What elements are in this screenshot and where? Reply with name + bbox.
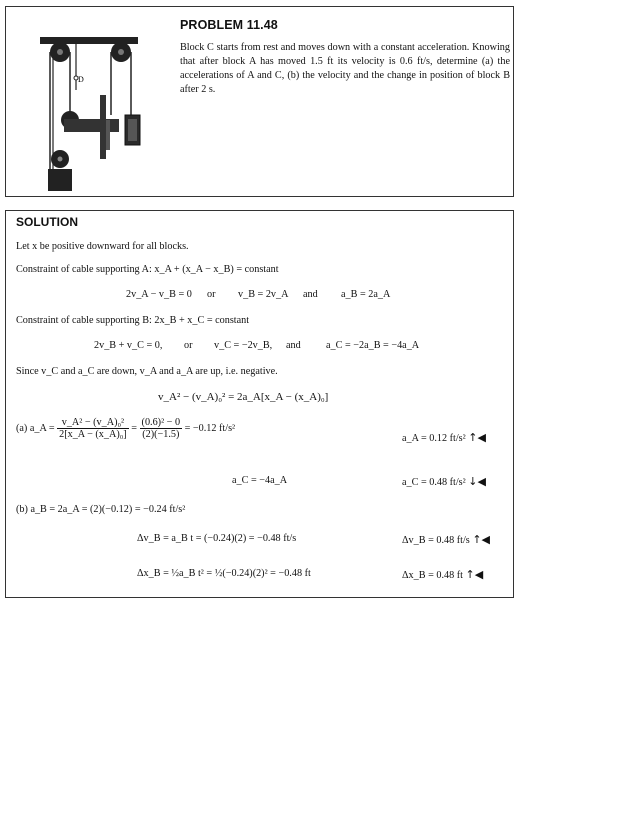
part-a-result: = −0.12 ft/s²: [184, 422, 236, 434]
answer-dxB: [402, 568, 483, 581]
part-a-fraction-1: [57, 417, 129, 440]
part-a-label: (a): [16, 422, 28, 434]
part-a-fraction-2: [140, 417, 183, 440]
answer-aA: [402, 431, 486, 444]
eq-row1-or: or: [207, 289, 216, 300]
dxB-equation: Δx_B = ½a_B t² = ½(−0.24)(2)² = −0.48 ft: [137, 568, 311, 579]
frac2-denominator: (2)(−1.5): [142, 429, 180, 440]
aC-equation: a_C = −4a_A: [232, 475, 288, 486]
kinematic-equation: v_A² − (v_A)₀² = 2a_A[x_A − (x_A)₀]: [158, 391, 329, 403]
constraint-a-line: [16, 264, 279, 275]
frac1-numerator: v_A² − (v_A)₀²: [57, 417, 129, 429]
eq-row2-or: or: [184, 340, 193, 351]
constraint-b-label: Constraint of cable supporting B:: [16, 315, 152, 326]
eq-row1-a: 2v_A − v_B = 0: [126, 289, 192, 300]
answer-aA-text: a_A = 0.12 ft/s²: [402, 433, 466, 444]
eq-row2-a: 2v_B + v_C = 0,: [94, 340, 163, 351]
answer-aC: [402, 475, 486, 488]
frac2-numerator: (0.6)² − 0: [141, 417, 181, 428]
part-a-lhs: a_A =: [29, 422, 55, 434]
answer-dvB-text: Δv_B = 0.48 ft/s: [402, 535, 470, 546]
eq-row2-and: and: [286, 340, 301, 351]
constraint-b-equation: 2x_B + x_C = constant: [154, 315, 250, 326]
answer-dxB-text: Δx_B = 0.48 ft: [402, 570, 463, 581]
dvB-equation: Δv_B = a_B t = (−0.24)(2) = −0.48 ft/s: [137, 533, 297, 544]
pulley-system-figure: [40, 35, 150, 197]
since-line: Since v_C and a_C are down, v_A and a_A are up, i.e. negative.: [16, 366, 278, 377]
problem-title: PROBLEM 11.48: [180, 18, 278, 32]
intro-line: Let x be positive downward for all blocks.: [16, 241, 189, 252]
answer-aC-text: a_C = 0.48 ft/s²: [402, 477, 466, 488]
arrow-down-icon: ↓◀: [468, 475, 486, 488]
eq-row2-c: a_C = −2a_B = −4a_A: [326, 340, 420, 351]
part-b-equation: a_B = 2a_A = (2)(−0.12) = −0.24 ft/s²: [30, 504, 186, 515]
problem-statement: Block C starts from rest and moves down with a constant acceleration. Knowing that after block A has moved 1.5 ft its velocity is 0.6 ft/s, determine (a) the accelerations of A and C, (b) the velocity and the change in position of block B after 2 s.: [180, 42, 510, 95]
eq-row1-b: v_B = 2v_A: [238, 289, 289, 300]
arrow-up-icon: ↑◀: [472, 533, 491, 546]
eq-row2-b: v_C = −2v_B,: [214, 340, 273, 351]
constraint-b-line: [16, 315, 249, 326]
problem-box: [5, 6, 514, 197]
figure-label-d: D: [78, 75, 84, 84]
part-b-line: [16, 504, 185, 515]
constraint-a-label: Constraint of cable supporting A:: [16, 264, 152, 275]
solution-box: [5, 210, 514, 598]
constraint-a-equation: x_A + (x_A − x_B) = constant: [154, 264, 279, 275]
eq-row1-c: a_B = 2a_A: [341, 289, 391, 300]
arrow-up-icon: ↑◀: [465, 568, 484, 581]
solution-heading: SOLUTION: [16, 215, 78, 229]
arrow-up-icon: ↑◀: [468, 431, 486, 444]
part-a-line: (a) a_A = $\frac{\text{v\_A² − (v\_A)₀²}}{\text{2[x\_A − (x\_A)₀]}}$ = $\frac{\text{(0.6)² − 0}}{(2)(-1.5)}$ = −0.12 ft/s²: [16, 417, 236, 440]
eq-row1-and: and: [303, 289, 318, 300]
answer-dvB: [402, 533, 490, 546]
part-b-label: (b): [16, 504, 28, 515]
frac1-denominator: 2[x_A − (x_A)₀]: [59, 429, 127, 440]
